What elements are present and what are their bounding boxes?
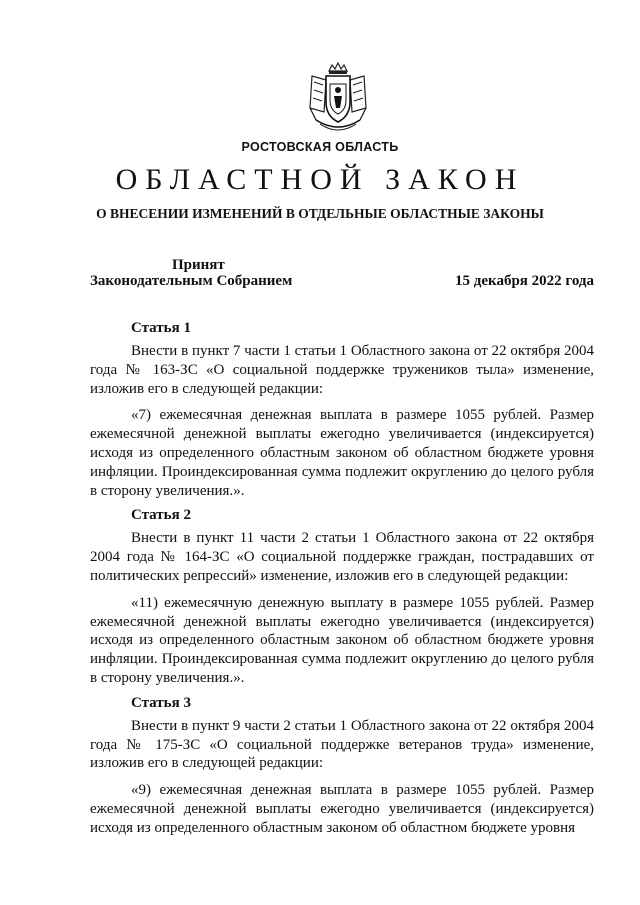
article	[90, 505, 594, 687]
article-title: Статья 2	[131, 507, 191, 524]
article-intro: Внести в пункт 11 части 2 статьи 1 Областного закона от 22 октября 2004 года № 164-ЗС «О социальной поддержке граждан, пострадавших от политических репрессий» изменение, изложив его в следующей редакции:	[90, 530, 594, 584]
adopted-label: Принят	[172, 257, 225, 273]
article-quote: «9) ежемесячная денежная выплата в размере 1055 рублей. Размер ежемесячной денежной выплаты ежегодно увеличивается (индексируется) исходя из определенного областным законом об областном бюджете уровня	[90, 782, 594, 836]
article-title: Статья 1	[131, 320, 191, 336]
article	[90, 693, 594, 838]
article-intro: Внести в пункт 7 части 1 статьи 1 Областного закона от 22 октября 2004 года № 163-ЗС «О социальной поддержке тружеников тыла» изменение, изложив его в следующей редакции:	[90, 343, 594, 397]
coat-of-arms-icon	[302, 62, 374, 136]
law-body	[90, 318, 594, 838]
article-quote: «7) ежемесячная денежная выплата в размере 1055 рублей. Размер ежемесячной денежной выплаты ежегодно увеличивается (индексируется) исходя из определенного областным законом об областном бюджете уровня инфляции. Проиндексированная сумма подлежит округлению до целого рубля в сторону увеличения.».	[90, 407, 594, 499]
region-name: РОСТОВСКАЯ ОБЛАСТЬ	[241, 140, 399, 154]
article	[90, 318, 594, 500]
law-subject: О ВНЕСЕНИИ ИЗМЕНЕНИЙ В ОТДЕЛЬНЫЕ ОБЛАСТНЫЕ ЗАКОНЫ	[96, 206, 544, 221]
article-title: Статья 3	[131, 694, 191, 711]
adoption-date: 15 декабря 2022 года	[455, 273, 594, 289]
adoption-block	[90, 257, 410, 289]
adopted-by: Законодательным Собранием	[90, 273, 293, 289]
article-quote: «11) ежемесячную денежную выплату в размере 1055 рублей. Размер ежемесячной денежной выплаты ежегодно увеличивается (индексируется) исходя из определенного областным законом об областном бюджете уровня инфляции. Проиндексированная сумма подлежит округлению до целого рубля в сторону увеличения.».	[90, 594, 594, 686]
article-intro: Внести в пункт 9 части 2 статьи 1 Областного закона от 22 октября 2004 года № 175-ЗС «О социальной поддержке ветеранов труда» изменение, изложив его в следующей редакции:	[90, 717, 594, 772]
document-type: ОБЛАСТНОЙ ЗАКОН	[115, 163, 525, 196]
